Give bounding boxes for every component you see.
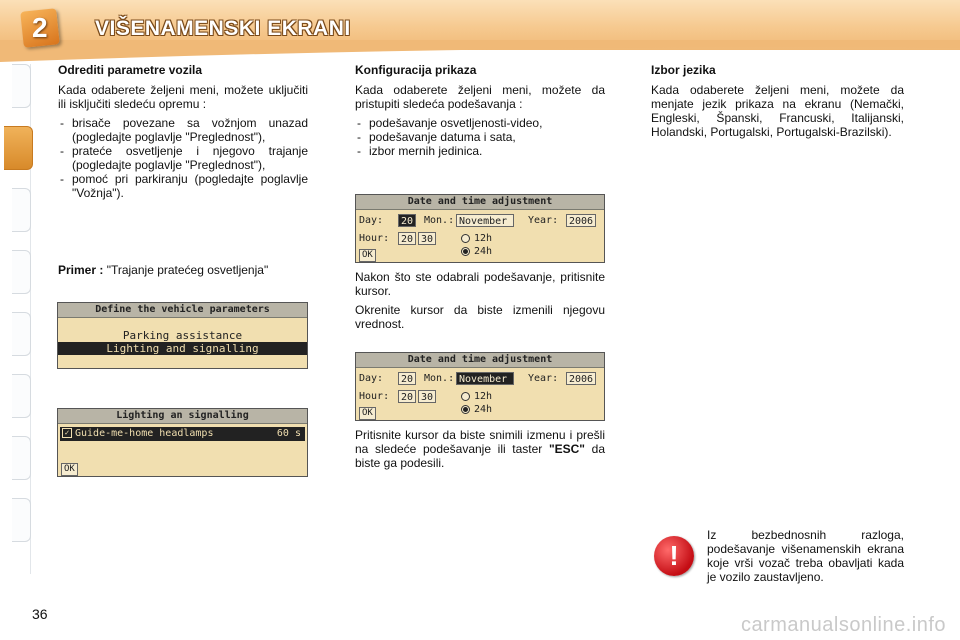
chapter-tab-4[interactable] [12,250,31,294]
paragraph: Nakon što ste odabrali podešavanje, pritisnite kursor. [355,270,605,298]
option-value[interactable]: 60 s [276,428,301,439]
month-label: Mon.: [424,373,455,384]
chapter-tab-7[interactable] [12,436,31,480]
section-heading: Odrediti parametre vozila [58,63,203,77]
month-field[interactable]: November [456,214,514,227]
radio-24h[interactable] [461,404,492,416]
watermark: carmanualsonline.info [740,614,946,636]
radio-icon [461,392,470,401]
year-label: Year: [528,215,559,226]
warning-icon: ! [654,536,694,576]
page-number: 36 [32,606,48,622]
paragraph: Kada odaberete željeni meni, možete da pristupiti sledeća podešavanja : [355,83,605,111]
instruction-text: da biste ga podesili. [355,442,605,470]
screen-title: Lighting an signalling [58,409,307,424]
esc-key-label: "ESC" [548,442,585,456]
radio-selected-icon [461,405,470,414]
day-field[interactable]: 20 [398,372,416,385]
chapter-tab-5[interactable] [12,312,31,356]
chapter-number: 2 [32,12,48,44]
column-vehicle-params [58,63,308,205]
hour-field[interactable]: 20 [398,390,416,403]
radio-24h[interactable] [461,246,492,258]
minute-field[interactable]: 30 [418,232,436,245]
option-row[interactable] [60,427,305,441]
page-title: VIŠENAMENSKI EKRANI [95,17,351,40]
chapter-tab-3[interactable] [12,188,31,232]
list-item: - prateće osvetljenje i njegovo trajanje (pogledajte poglavlje "Preglednost"), [58,144,308,172]
instruction-block-2 [355,428,605,475]
example-text: "Trajanje pratećeg osvetljenja" [106,263,269,277]
screen-lighting [57,408,308,477]
radio-label: 24h [474,246,493,257]
list-item: - brisače povezane sa vožnjom unazad (pogledajte poglavlje "Preglednost"), [58,116,308,144]
section-heading: Izbor jezika [651,63,716,77]
section-heading: Konfiguracija prikaza [355,63,477,77]
paragraph: Kada odaberete željeni meni, možete da menjate jezik prikaza na ekranu (Nemački, Engleski, Španski, Francuski, Italijanski, Holandski, Portugalski, Portugalski-Brazilski). [651,83,904,139]
menu-item-parking[interactable]: Parking assistance [122,329,243,342]
paragraph [355,428,605,470]
example-label: Primer : [58,263,104,277]
list-item: - podešavanje datuma i sata, [355,130,605,144]
list-item: - podešavanje osvetljenosti-video, [355,116,605,130]
chapter-tabs [0,64,34,574]
day-field[interactable]: 20 [398,214,416,227]
paragraph: Okrenite kursor da biste izmenili njegovu vrednost. [355,303,605,331]
day-label: Day: [359,215,384,226]
option-list [58,116,308,200]
chapter-tab-2[interactable] [4,126,33,170]
list-item: - izbor mernih jedinica. [355,144,605,158]
ok-button[interactable]: OK [359,407,376,420]
example-line [58,263,310,277]
day-label: Day: [359,373,384,384]
option-label: Guide-me-home headlamps [75,428,214,439]
screen-date-time-2 [355,352,605,421]
screen-title: Date and time adjustment [356,353,604,368]
chapter-tab-1[interactable] [12,64,31,108]
screen-date-time-1 [355,194,605,263]
hour-label: Hour: [359,391,390,402]
ok-button[interactable]: OK [359,249,376,262]
month-label: Mon.: [424,215,455,226]
menu-item-lighting[interactable]: Lighting and signalling [58,342,307,355]
radio-icon [461,234,470,243]
hour-label: Hour: [359,233,390,244]
screen-title: Define the vehicle parameters [58,303,307,318]
chapter-tab-6[interactable] [12,374,31,418]
warning-text: Iz bezbednosnih razloga, podešavanje višenamenskih ekrana koje vrši vozač treba obavljati kada je vozilo zaustavljeno. [707,528,904,584]
radio-label: 12h [474,391,493,402]
instruction-text: Pritisnite kursor da biste snimili izmenu i prešli na sledeće podešavanje ili taster [355,428,605,456]
radio-label: 24h [474,404,493,415]
paragraph: Kada odaberete željeni meni, možete uključiti ili isključiti sledeću opremu : [58,83,308,111]
year-label: Year: [528,373,559,384]
hour-field[interactable]: 20 [398,232,416,245]
radio-12h[interactable] [461,233,492,245]
screen-vehicle-params [57,302,308,369]
checkbox-icon[interactable]: ✓ [62,428,72,438]
ok-button[interactable]: OK [61,463,78,476]
radio-selected-icon [461,247,470,256]
instruction-block-1 [355,270,605,336]
list-item: - pomoć pri parkiranju (pogledajte poglavlje "Vožnja"). [58,172,308,200]
radio-12h[interactable] [461,391,492,403]
chapter-badge [20,8,60,48]
month-field[interactable]: November [456,372,514,385]
radio-label: 12h [474,233,493,244]
year-field[interactable]: 2006 [566,214,596,227]
settings-list [355,116,605,158]
header-divider [0,40,960,64]
column-display-config [355,63,605,163]
column-language [651,63,904,144]
year-field[interactable]: 2006 [566,372,596,385]
screen-title: Date and time adjustment [356,195,604,210]
minute-field[interactable]: 30 [418,390,436,403]
chapter-tab-8[interactable] [12,498,31,542]
